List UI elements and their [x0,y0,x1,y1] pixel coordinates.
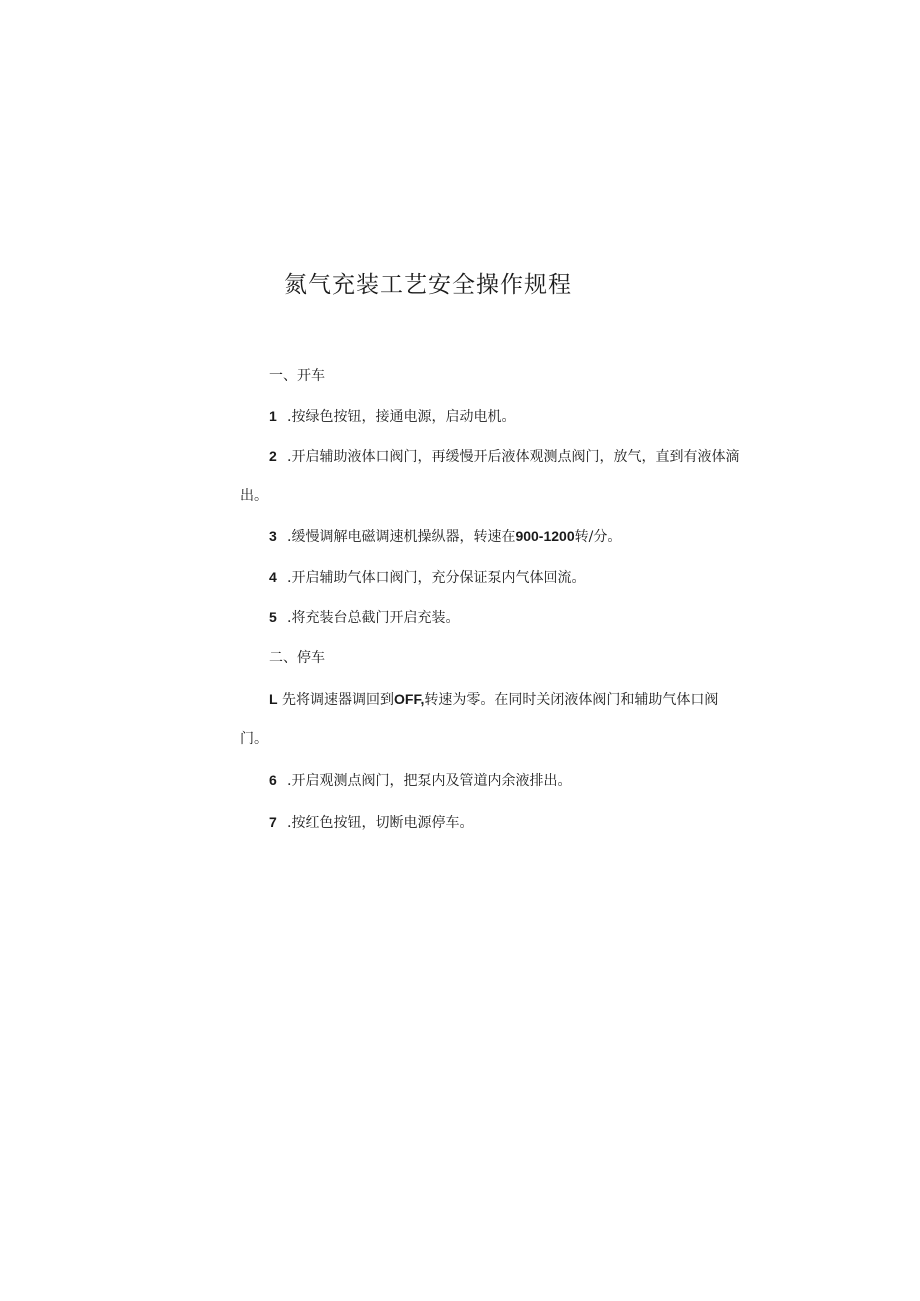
list-item [269,446,739,467]
item-text-tail: 转/分。 [574,529,622,545]
item-text: 先将调速器调回到 [282,692,395,708]
item-number: 7 [269,814,277,830]
document-title: 氮气充装工艺安全操作规程 [284,272,572,298]
item-text: .将充装台总截门开启充装。 [287,610,460,626]
item-text: .按绿色按钮，接通电源，启动电机。 [287,409,516,425]
list-item [269,607,459,628]
item-number: 5 [269,609,277,625]
list-item [269,770,571,791]
list-item [269,406,515,427]
item-number: 4 [269,569,277,585]
item-text: .开启辅助气体口阀门，充分保证泵内气体回流。 [287,570,586,586]
list-item [269,689,718,710]
speed-range: 900-1200 [515,528,575,544]
item-text: .按红色按钮，切断电源停车。 [287,815,474,831]
item-text: .开启观测点阀门，把泵内及管道内余液排出。 [287,773,572,789]
item-continuation: 出。 [240,488,268,504]
item-text-tail: 转速为零。在同时关闭液体阀门和辅助气体口阀 [424,692,719,708]
item-number: 1 [269,408,277,424]
item-text: .缓慢调解电磁调速机操纵器，转速在 [287,529,516,545]
list-item [269,567,585,588]
list-item [269,812,473,833]
off-label: OFF, [394,691,425,707]
item-number: L [269,691,278,707]
list-item [269,526,621,547]
item-text: .开启辅助液体口阀门，再缓慢开后液体观测点阀门，放气，直到有液体滴 [287,449,740,465]
section-heading-stop: 二、停车 [269,650,325,666]
item-number: 2 [269,448,277,464]
item-continuation: 门。 [240,731,268,747]
item-number: 6 [269,772,277,788]
section-heading-start: 一、开车 [269,368,325,384]
item-number: 3 [269,528,277,544]
